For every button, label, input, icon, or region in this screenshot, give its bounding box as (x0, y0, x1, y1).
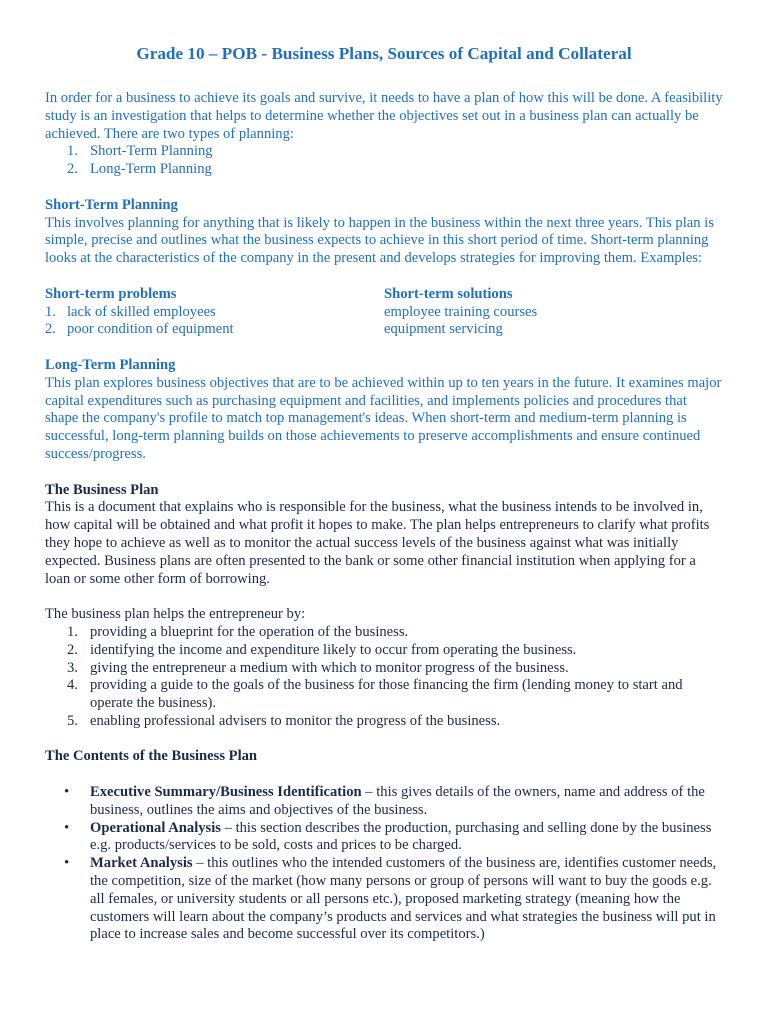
short-term-heading: Short-Term Planning (45, 196, 178, 213)
solutions-column (384, 286, 723, 339)
contents-heading: The Contents of the Business Plan (45, 748, 258, 765)
bullet-icon: • (64, 855, 70, 872)
long-term-heading: Long-Term Planning (45, 356, 176, 373)
problems-solutions-table (45, 286, 723, 339)
list-item: 2. Long-Term Planning (67, 161, 212, 178)
problems-column (45, 286, 384, 339)
list-item: 1. providing a blueprint for the operation of the business. (67, 623, 409, 640)
list-item: • Executive Summary/Business Identification – this gives details of the owners, name and address of the business, outlines the aims and objectives of the business. (64, 784, 705, 818)
helps-intro: The business plan helps the entrepreneur by: (45, 606, 306, 623)
problems-heading: Short-term problems (45, 285, 177, 302)
short-term-paragraph: This involves planning for anything that is likely to happen in the business within the next three years. This plan is simple, precise and outlines what the business expects to achieve in this short period of time. Short-term planning looks at the characteristics of the company in the present and develops strategies for improving them. Examples: (45, 214, 714, 267)
list-item: 5. enabling professional advisers to monitor the progress of the business. (67, 712, 501, 729)
planning-types-list (45, 143, 723, 179)
list-item: 2. identifying the income and expenditure likely to occur from operating the business. (67, 641, 577, 658)
page-title: Grade 10 – POB - Business Plans, Sources of Capital and Collateral (136, 44, 632, 63)
bullet-icon: • (64, 819, 70, 836)
list-item: 1. Short-Term Planning (67, 143, 213, 160)
solution-item: equipment servicing (384, 321, 503, 338)
list-item: 4. providing a guide to the goals of the business for those financing the firm (lending money to start and operate the business). (67, 677, 683, 712)
business-plan-heading: The Business Plan (45, 481, 159, 498)
contents-list (45, 784, 723, 944)
intro-paragraph: In order for a business to achieve its goals and survive, it needs to have a plan of how this will be done. A feasibility study is an investigation that helps to determine whether the objectives set out in a business plan can actually be achieved. There are two types of planning: (45, 90, 723, 142)
long-term-paragraph: This plan explores business objectives that are to be achieved within up to ten years in the future. It examines major capital expenditures such as purchasing equipment and facilities, and implements policies and procedures that shape the company's profile to match top management's ideas. When short-term and medium-term planning is successful, long-term planning builds on those achievements to preserve accomplishments and ensure continued success/progress. (45, 374, 722, 462)
bullet-icon: • (64, 784, 70, 801)
business-plan-paragraph: This is a document that explains who is responsible for the business, what the business intends to be involved in, how capital will be obtained and what profit it hopes to make. The plan helps entrepreneurs to clarify what profits they hope to achieve as well as to monitor the actual success levels of the business against what was initially expected. Business plans are often presented to the bank or some other financial institution when applying for a loan or some other form of borrowing. (45, 499, 710, 587)
list-item: 3. giving the entrepreneur a medium with which to monitor progress of the business. (67, 659, 569, 676)
solution-item: employee training courses (384, 303, 538, 320)
list-item: 1. lack of skilled employees (45, 303, 216, 320)
list-item: 2. poor condition of equipment (45, 321, 234, 338)
solutions-heading: Short-term solutions (384, 285, 513, 302)
helps-list (45, 624, 723, 731)
list-item: • Market Analysis – this outlines who the intended customers of the business are, identifies customer needs, the competition, size of the market (how many persons or group of persons will want to buy the goods e.g. all females, or university students or all persons etc.), proposed marketing strategy (meaning how the customers will learn about the company’s products and services and what strategies the business will put in place to increase sales and become successful over its competitors.) (64, 855, 717, 943)
list-item: • Operational Analysis – this section describes the production, purchasing and selling done by the business e.g. products/services to be sold, costs and prices to be charged. (64, 819, 712, 854)
